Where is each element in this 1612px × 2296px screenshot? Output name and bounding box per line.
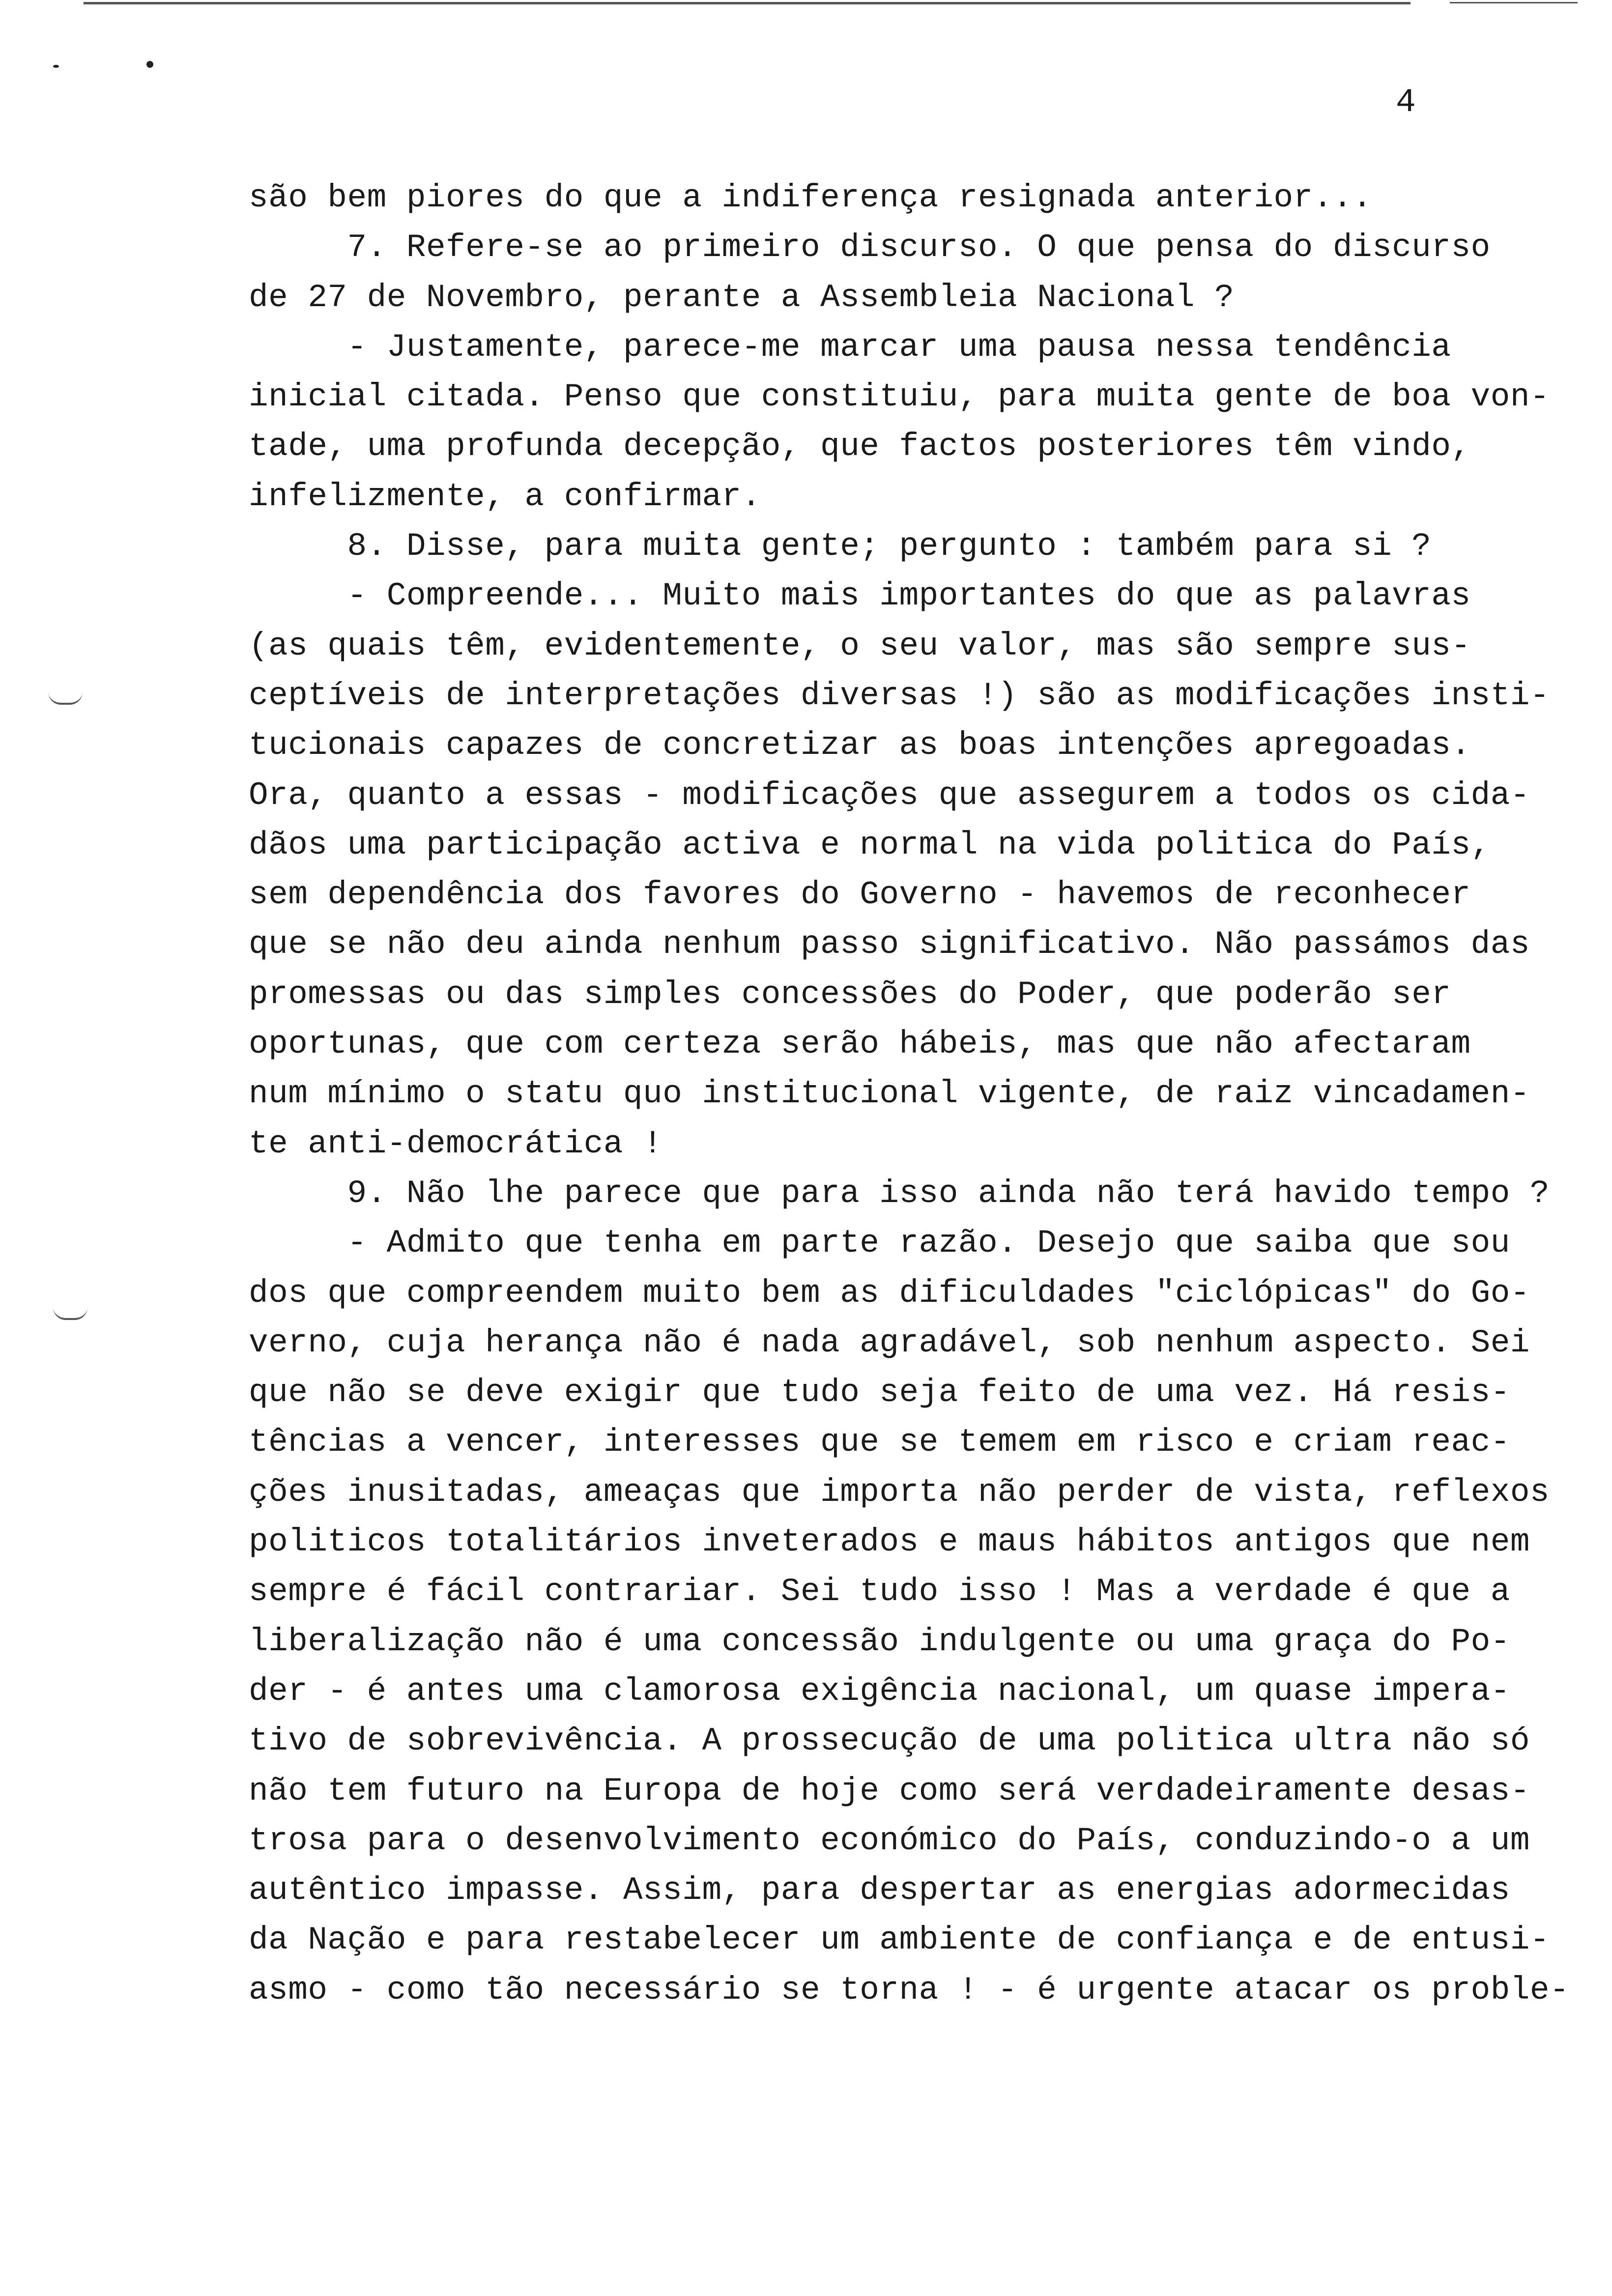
- text-line: não tem futuro na Europa de hoje como será verdadeiramente desas-: [249, 1772, 1530, 1809]
- text-line: Ora, quanto a essas - modificações que assegurem a todos os cida-: [249, 776, 1530, 814]
- text-line: que não se deve exigir que tudo seja feito de uma vez. Há resis-: [249, 1374, 1510, 1411]
- text-line: ceptíveis de interpretações diversas !) são as modificações insti-: [249, 677, 1550, 714]
- text-line: trosa para o desenvolvimento económico do País, conduzindo-o a um: [249, 1822, 1530, 1859]
- text-line: politicos totalitários inveterados e maus hábitos antigos que nem: [249, 1523, 1530, 1561]
- text-line: de 27 de Novembro, perante a Assembleia Nacional ?: [249, 279, 1235, 316]
- punch-mark: [146, 61, 153, 68]
- text-line: 9. Não lhe parece que para isso ainda não terá havido tempo ?: [249, 1175, 1550, 1212]
- text-line: liberalização não é uma concessão indulgente ou uma graça do Po-: [249, 1623, 1510, 1660]
- scan-top-edge-rule: [1450, 2, 1578, 3]
- text-line: autêntico impasse. Assim, para despertar as energias adormecidas: [249, 1872, 1510, 1909]
- text-line: ções inusitadas, ameaças que importa não perder de vista, reflexos: [249, 1473, 1550, 1511]
- text-line: der - é antes uma clamorosa exigência nacional, um quase impera-: [249, 1672, 1510, 1710]
- text-line: sempre é fácil contrariar. Sei tudo isso ! Mas a verdade é que a: [249, 1573, 1510, 1610]
- text-line: 7. Refere-se ao primeiro discurso. O que pensa do discurso: [249, 229, 1491, 266]
- text-line: - Justamente, parece-me marcar uma pausa nessa tendência: [249, 328, 1451, 366]
- typewritten-body: [249, 173, 1605, 2015]
- text-line: (as quais têm, evidentemente, o seu valor, mas são sempre sus-: [249, 627, 1471, 664]
- text-line: asmo - como tão necessário se torna ! - é urgente atacar os proble-: [249, 1971, 1570, 2009]
- text-line: inicial citada. Penso que constituiu, para muita gente de boa von-: [249, 378, 1550, 416]
- punch-mark: [53, 65, 59, 68]
- text-line: infelizmente, a confirmar.: [249, 478, 761, 515]
- text-line: - Admito que tenha em parte razão. Desejo que saiba que sou: [249, 1225, 1510, 1262]
- text-line: da Nação e para restabelecer um ambiente de confiança e de entusi-: [249, 1922, 1550, 1959]
- text-line: dos que compreendem muito bem as dificuldades "ciclópicas" do Go-: [249, 1274, 1530, 1312]
- text-line: oportunas, que com certeza serão hábeis, mas que não afectaram: [249, 1026, 1471, 1063]
- text-line: num mínimo o statu quo institucional vigente, de raiz vincadamen-: [249, 1075, 1530, 1113]
- text-line: promessas ou das simples concessões do Poder, que poderão ser: [249, 976, 1451, 1013]
- text-line: 8. Disse, para muita gente; pergunto : também para si ?: [249, 528, 1432, 565]
- text-line: sem dependência dos favores do Governo - havemos de reconhecer: [249, 876, 1471, 914]
- text-line: dãos uma participação activa e normal na vida politica do País,: [249, 826, 1491, 863]
- page-number: 4: [1396, 84, 1416, 121]
- text-line: tivo de sobrevivência. A prossecução de uma politica ultra não só: [249, 1722, 1530, 1760]
- text-line: tências a vencer, interesses que se temem em risco e criam reac-: [249, 1424, 1510, 1461]
- margin-mark: [48, 692, 83, 705]
- text-line: tade, uma profunda decepção, que factos posteriores têm vindo,: [249, 428, 1471, 465]
- text-line: te anti-democrática !: [249, 1125, 663, 1162]
- margin-mark: [53, 1307, 87, 1320]
- text-line: verno, cuja herança não é nada agradável, sob nenhum aspecto. Sei: [249, 1324, 1530, 1361]
- text-line: que se não deu ainda nenhum passo significativo. Não passámos das: [249, 926, 1530, 963]
- text-line: tucionais capazes de concretizar as boas intenções apregoadas.: [249, 727, 1471, 764]
- scan-top-edge-rule: [84, 2, 1410, 4]
- text-line: - Compreende... Muito mais importantes do que as palavras: [249, 577, 1471, 615]
- text-line: são bem piores do que a indiferença resignada anterior...: [249, 179, 1373, 216]
